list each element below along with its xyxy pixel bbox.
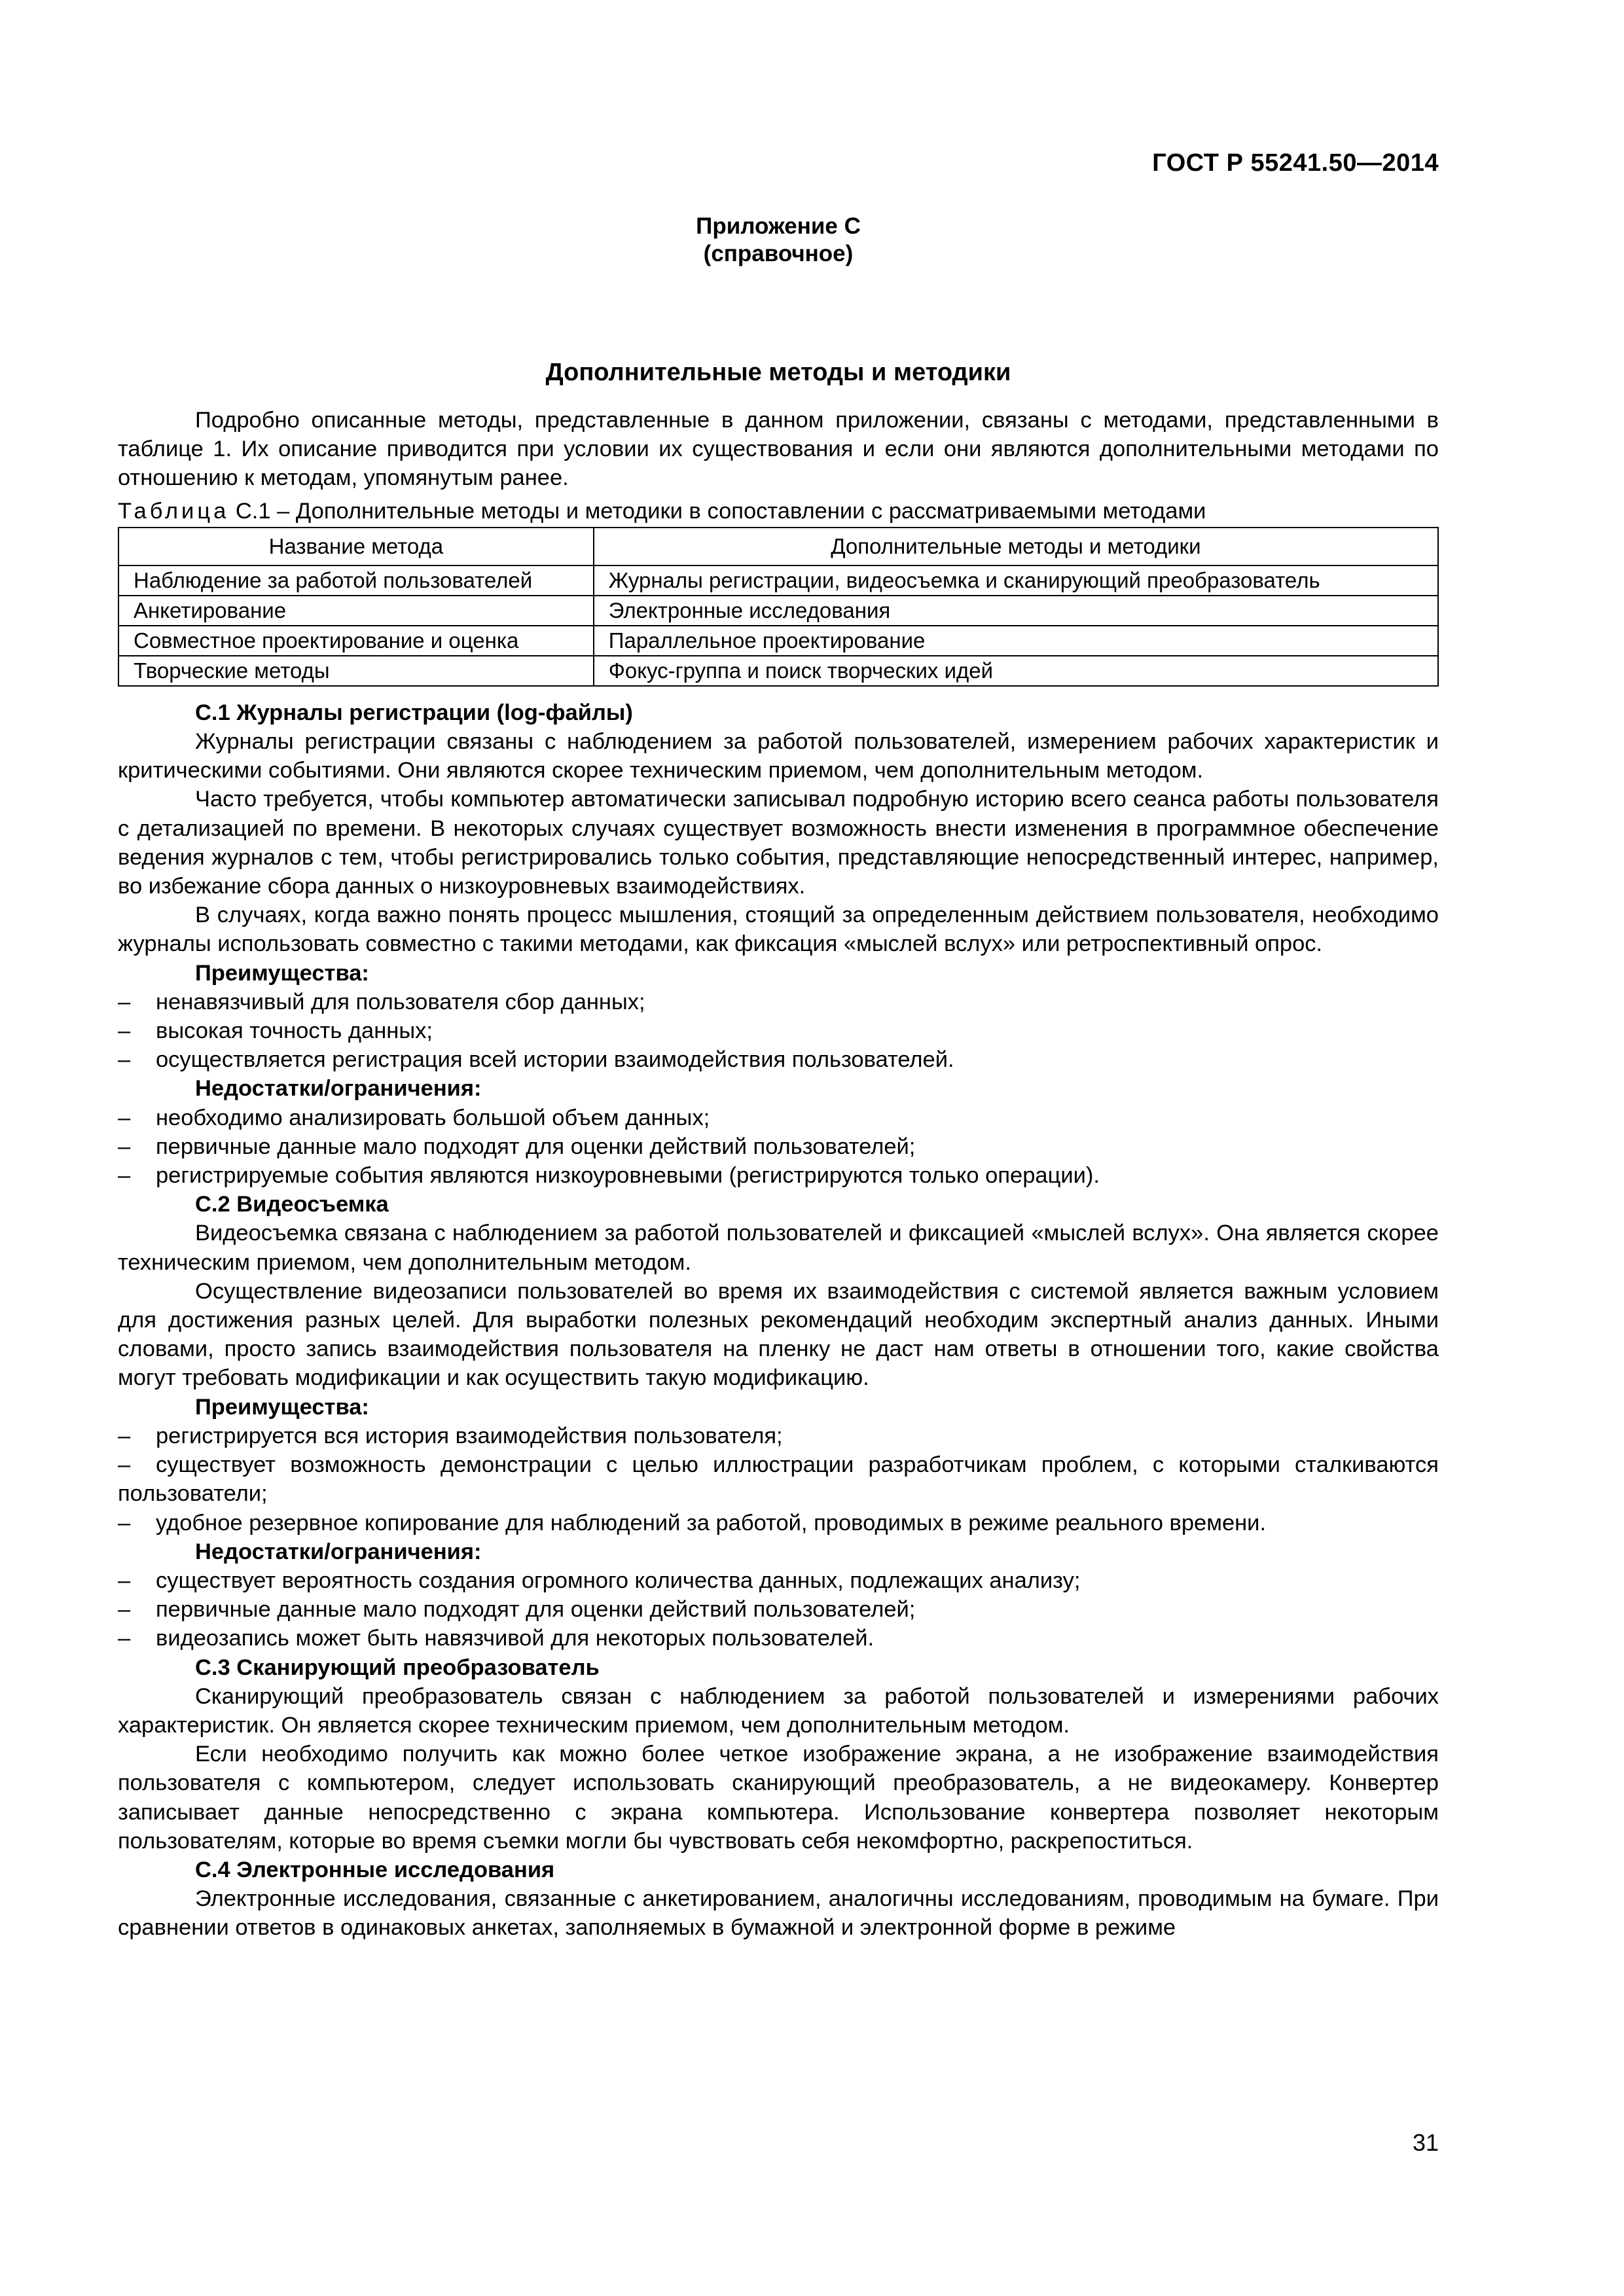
table-row [118, 596, 1438, 626]
document-code: ГОСТ Р 55241.50—2014 [1152, 149, 1439, 177]
methods-table [118, 527, 1439, 687]
table-cell: Совместное проектирование и оценка [118, 626, 594, 656]
limitations-heading: Недостатки/ограничения: [195, 1539, 482, 1564]
document-page [118, 0, 1439, 2296]
appendix-title: Приложение С [696, 213, 861, 239]
table-cell: Творческие методы [118, 656, 594, 686]
table-row [118, 565, 1438, 596]
list-item: – осуществляется регистрация всей истории взаимодействия пользователей. [118, 1047, 954, 1073]
table-header-cell: Название метода [118, 528, 594, 565]
section-heading: С.3 Сканирующий преобразователь [195, 1655, 600, 1680]
advantages-heading: Преимущества: [195, 960, 369, 986]
table-header-cell: Дополнительные методы и методики [594, 528, 1438, 565]
section-heading: С.1 Журналы регистрации (log-файлы) [195, 700, 633, 725]
paragraph: Электронные исследования, связанные с анкетированием, аналогичны исследованиям, проводимым на бумаге. При сравнении ответов в одинаковых анкетах, заполняемых в бумажной и электронной форме в режиме [118, 1886, 1439, 1941]
list-item: – первичные данные мало подходят для оценки действий пользователей; [118, 1134, 916, 1159]
list-item: – необходимо анализировать большой объем данных; [118, 1105, 710, 1130]
intro-paragraph: Подробно описанные методы, представленные в данном приложении, связаны с методами, представленными в таблице 1. Их описание приводится при условии их существования и если они являются дополнительными методами по отношению к методам, упомянутым ранее. [118, 408, 1439, 491]
table-cell: Электронные исследования [594, 596, 1438, 626]
paragraph: Сканирующий преобразователь связан с наблюдением за работой пользователей и измерениями рабочих характеристик. Он является скорее техническим приемом, чем дополнительным методом. [118, 1683, 1439, 1738]
list-item: – существует возможность демонстрации с целью иллюстрации разработчикам проблем, с которыми сталкиваются пользователи; [118, 1452, 1439, 1507]
list-item: – существует вероятность создания огромного количества данных, подлежащих анализу; [118, 1568, 1081, 1593]
table-cell: Фокус-группа и поиск творческих идей [594, 656, 1438, 686]
table-caption [118, 497, 1439, 526]
paragraph: В случаях, когда важно понять процесс мышления, стоящий за определенным действием пользователя, необходимо журналы использовать совместно с такими методами, как фиксация «мыслей вслух» или ретроспективный опрос. [118, 903, 1439, 957]
section-heading: С.2 Видеосъемка [195, 1192, 389, 1217]
table-cell: Наблюдение за работой пользователей [118, 565, 594, 596]
page-number: 31 [1412, 2129, 1439, 2156]
paragraph: Видеосъемка связана с наблюдением за работой пользователей и фиксацией «мыслей вслух». Она является скорее техническим приемом, чем дополнительным методом. [118, 1221, 1439, 1275]
table-caption-prefix: Таблица [118, 498, 230, 524]
list-item: – ненавязчивый для пользователя сбор данных; [118, 989, 645, 1014]
page-title: Дополнительные методы и методики [545, 359, 1011, 386]
section-heading: С.4 Электронные исследования [195, 1857, 555, 1882]
list-item: – видеозапись может быть навязчивой для некоторых пользователей. [118, 1626, 875, 1651]
list-item: – регистрируемые события являются низкоуровневыми (регистрируются только операции). [118, 1163, 1100, 1189]
table-cell: Анкетирование [118, 596, 594, 626]
list-item: – высокая точность данных; [118, 1018, 433, 1044]
paragraph: Журналы регистрации связаны с наблюдением за работой пользователей, измерением рабочих характеристик и критическими событиями. Они являются скорее техническим приемом, чем дополнительным методом. [118, 729, 1439, 783]
table-cell: Журналы регистрации, видеосъемка и сканирующий преобразователь [594, 565, 1438, 596]
appendix-label [118, 213, 1439, 268]
paragraph: Осуществление видеозаписи пользователей во время их взаимодействия с системой является важным условием для достижения разных целей. Для выработки полезных рекомендаций необходим экспертный анализ данных. Иными словами, просто запись взаимодействия пользователя на пленку не даст нам ответы в отношении того, какие свойства могут требовать модификации и как осуществить такую модификацию. [118, 1278, 1439, 1391]
document-body [118, 406, 1439, 1943]
table-caption-text: С.1 – Дополнительные методы и методики в сопоставлении с рассматриваемыми методами [229, 498, 1206, 524]
table-row [118, 656, 1438, 686]
table-header-row [118, 528, 1438, 565]
table-cell: Параллельное проектирование [594, 626, 1438, 656]
list-item: – первичные данные мало подходят для оценки действий пользователей; [118, 1597, 916, 1623]
paragraph: Часто требуется, чтобы компьютер автоматически записывал подробную историю всего сеанса работы пользователя с детализацией по времени. В некоторых случаях существует возможность внести изменения в программное обеспечение ведения журналов с тем, чтобы регистрировались только события, представляющие непосредственный интерес, например, во избежание сбора данных о низкоуровневых взаимодействиях. [118, 787, 1439, 899]
table-row [118, 626, 1438, 656]
appendix-type: (справочное) [703, 241, 854, 266]
limitations-heading: Недостатки/ограничения: [195, 1076, 482, 1102]
list-item: – регистрируется вся история взаимодействия пользователя; [118, 1423, 783, 1448]
paragraph: Если необходимо получить как можно более четкое изображение экрана, а не изображение взаимодействия пользователя с компьютером, следует использовать сканирующий преобразователь, а не видеокамеру. Конвертер записывает данные непосредственно с экрана компьютера. Использование конвертера позволяет некоторым пользователям, которые во время съемки могли бы чувствовать себя некомфортно, раскрепоститься. [118, 1742, 1439, 1854]
advantages-heading: Преимущества: [195, 1394, 369, 1420]
list-item: – удобное резервное копирование для наблюдений за работой, проводимых в режиме реального времени. [118, 1510, 1267, 1535]
